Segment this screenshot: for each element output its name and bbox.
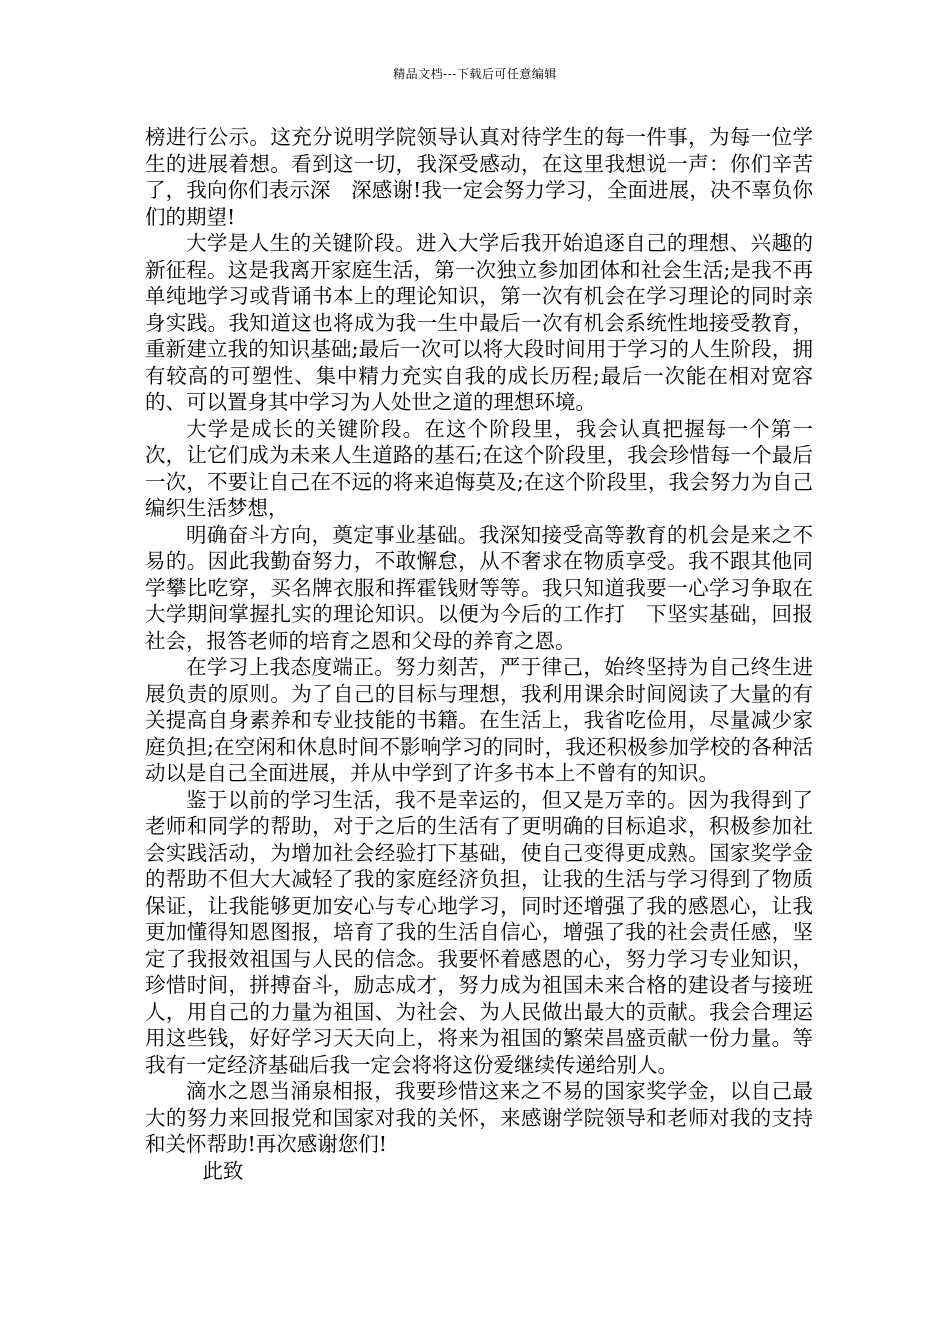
page-header: 精品文档---下载后可任意编辑	[393, 67, 557, 81]
paragraph-7: 滴水之恩当涌泉相报，我要珍惜这来之不易的国家奖学金，以自己最大的努力来回报党和国家对我的关怀，来感谢学院领导和老师对我的支持和关怀帮助!再次感谢您们!	[145, 1079, 813, 1156]
closing-salutation: 此致	[202, 1158, 244, 1183]
paragraph-2: 大学是人生的关键阶段。进入大学后我开始追逐自己的理想、兴趣的新征程。这是我离开家庭生活，第一次独立参加团体和社会生活;是我不再单纯地学习或背诵书本上的理论知识，第一次有机会在学习理论的同时亲身实践。我知道这也将成为我一生中最后一次有机会系统性地接受教育，重新建立我的知识基础;最后一次可以将大段时间用于学习的人生阶段，拥有较高的可塑性、集中精力充实自我的成长历程;最后一次能在相对宽容的、可以置身其中学习为人处世之道的理想环境。	[145, 231, 813, 414]
paragraph-4: 明确奋斗方向，奠定事业基础。我深知接受高等教育的机会是来之不易的。因此我勤奋努力，不敢懈怠，从不奢求在物质享受。我不跟其他同学攀比吃穿，买名牌衣服和挥霍钱财等等。我只知道我要一心学习争取在大学期间掌握扎实的理论知识。以便为今后的工作打 下坚实基础，回报社会，报答老师的培育之恩和父母的养育之恩。	[145, 522, 813, 653]
paragraph-6: 鉴于以前的学习生活，我不是幸运的，但又是万幸的。因为我得到了老师和同学的帮助，对于之后的生活有了更明确的目标追求，积极参加社会实践活动，为增加社会经验打下基础，使自己变得更成熟。国家奖学金的帮助不但大大减轻了我的家庭经济负担，让我的生活与学习得到了物质保证，让我能够更加安心与专心地学习，同时还增强了我的感恩心，让我更加懂得知恩图报，培育了我的生活自信心，增强了我的社会责任感，坚定了我报效祖国与人民的信念。我要怀着感恩的心，努力学习专业知识，珍惜时间，拼搏奋斗，励志成才，努力成为祖国未来合格的建设者与接班人，用自己的力量为祖国、为社会、为人民做出最大的贡献。我会合理运用这些钱，好好学习天天向上，将来为祖国的繁荣昌盛贡献一份力量。等我有一定经济基础后我一定会将将这份爱继续传递给别人。	[145, 787, 813, 1077]
paragraph-5: 在学习上我态度端正。努力刻苦，严于律己，始终坚持为自己终生进展负责的原则。为了自己的目标与理想，我利用课余时间阅读了大量的有关提高自身素养和专业技能的书籍。在生活上，我省吃俭用，尽量减少家庭负担;在空闲和休息时间不影响学习的同时，我还积极参加学校的各种活动以是自己全面进展，并从中学到了许多书本上不曾有的知识。	[145, 655, 813, 785]
paragraph-3: 大学是成长的关键阶段。在这个阶段里，我会认真把握每一个第一次，让它们成为未来人生道路的基石;在这个阶段里，我会珍惜每一个最后一次，不要让自己在不远的将来追悔莫及;在这个阶段里，我会努力为自己编织生活梦想，	[145, 416, 813, 520]
paragraph-1: 榜进行公示。这充分说明学院领导认真对待学生的每一件事，为每一位学生的进展着想。看到这一切，我深受感动，在这里我想说一声：你们辛苦了，我向你们表示深 深感谢!我一定会努力学习，全面进展，决不辜负你们的期望!	[145, 125, 813, 229]
document-body	[145, 124, 813, 1184]
